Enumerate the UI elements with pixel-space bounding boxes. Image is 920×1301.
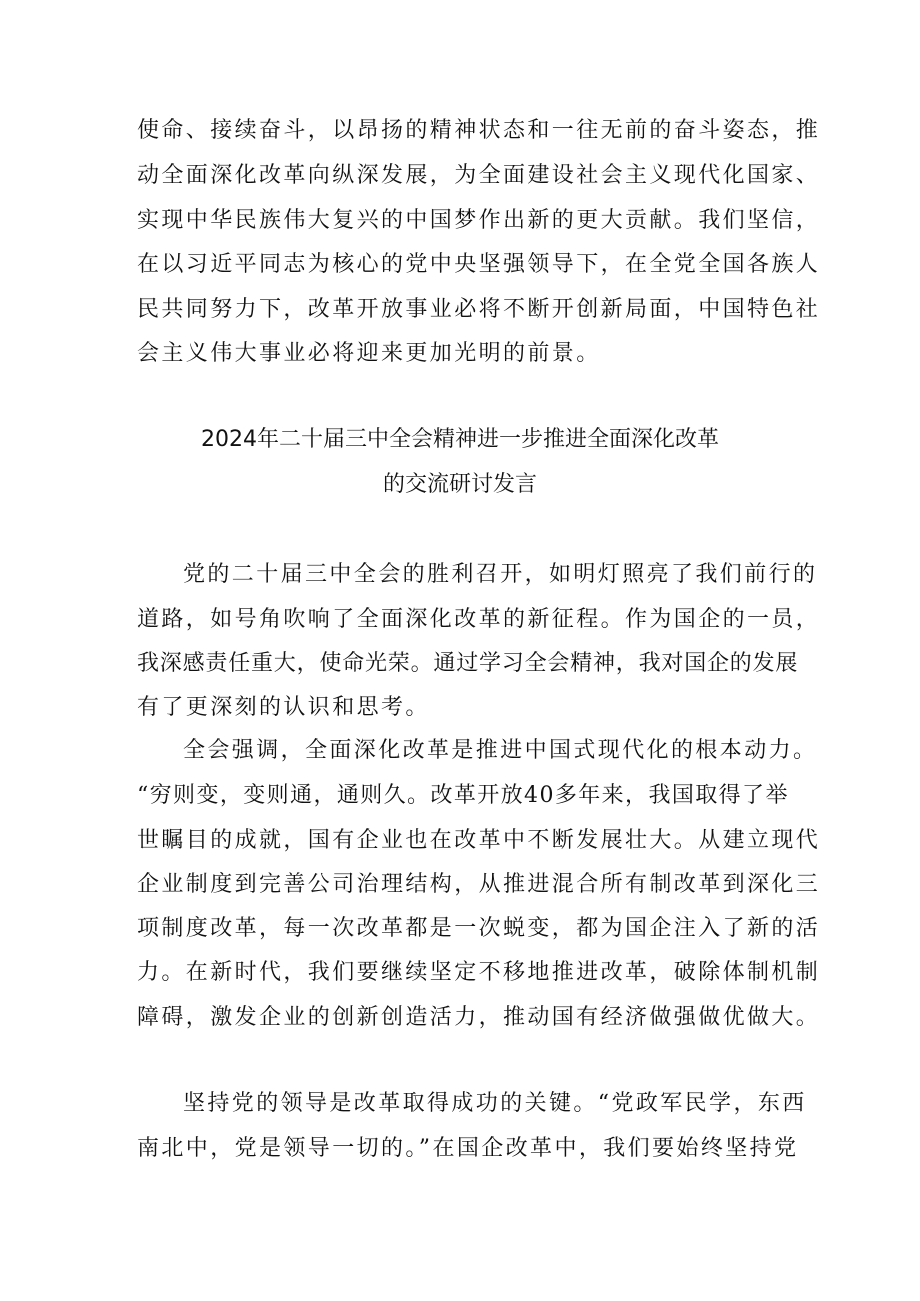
paragraph-4-line-1: 坚持党的领导是改革取得成功的关键。“党政军民学，东西 [183, 1091, 807, 1116]
paragraph-1-line-5: 民共同努力下，改革开放事业必将不断开创新局面，中国特色社 [137, 297, 821, 322]
paragraph-2-line-4: 有了更深刻的认识和思考。 [137, 695, 430, 720]
paragraph-3-line-1: 全会强调，全面深化改革是推进中国式现代化的根本动力。 [183, 738, 818, 763]
paragraph-3-line-6: 力。在新时代，我们要继续坚定不移地推进改革，破除体制机制 [137, 960, 821, 985]
paragraph-3-line-3: 世瞩目的成就，国有企业也在改革中不断发展壮大。从建立现代 [137, 828, 821, 853]
paragraph-3-line-5: 项制度改革，每一次改革都是一次蜕变，都为国企注入了新的活 [137, 916, 821, 941]
paragraph-4-line-2: 南北中，党是领导一切的。”在国企改革中，我们要始终坚持党 [137, 1136, 799, 1161]
paragraph-2-line-2: 道路，如号角吹响了全面深化改革的新征程。作为国企的一员， [137, 607, 821, 632]
paragraph-3-line-4: 企业制度到完善公司治理结构，从推进混合所有制改革到深化三 [137, 872, 821, 897]
paragraph-1-line-4: 在以习近平同志为核心的党中央坚强领导下，在全党全国各族人 [137, 252, 821, 277]
paragraph-2-line-3: 我深感责任重大，使命光荣。通过学习全会精神，我对国企的发展 [137, 651, 799, 676]
paragraph-1-line-2: 动全面深化改革向纵深发展，为全面建设社会主义现代化国家、 [137, 163, 821, 188]
paragraph-1-line-3: 实现中华民族伟大复兴的中国梦作出新的更大贡献。我们坚信， [137, 208, 821, 233]
paragraph-2-line-1: 党的二十届三中全会的胜利召开，如明灯照亮了我们前行的 [183, 562, 818, 587]
article-title-line-2: 的交流研讨发言 [382, 472, 537, 497]
paragraph-1-line-6: 会主义伟大事业必将迎来更加光明的前景。 [137, 341, 601, 366]
paragraph-3-line-2: “穷则变，变则通，通则久。改革开放40多年来，我国取得了举 [137, 783, 789, 808]
paragraph-3-line-7: 障碍，激发企业的创新创造活力，推动国有经济做强做优做大。 [137, 1005, 821, 1030]
article-title-line-1: 2024年二十届三中全会精神进一步推进全面深化改革 [201, 427, 719, 452]
paragraph-1-line-1: 使命、接续奋斗，以昂扬的精神状态和一往无前的奋斗姿态，推 [137, 118, 821, 143]
